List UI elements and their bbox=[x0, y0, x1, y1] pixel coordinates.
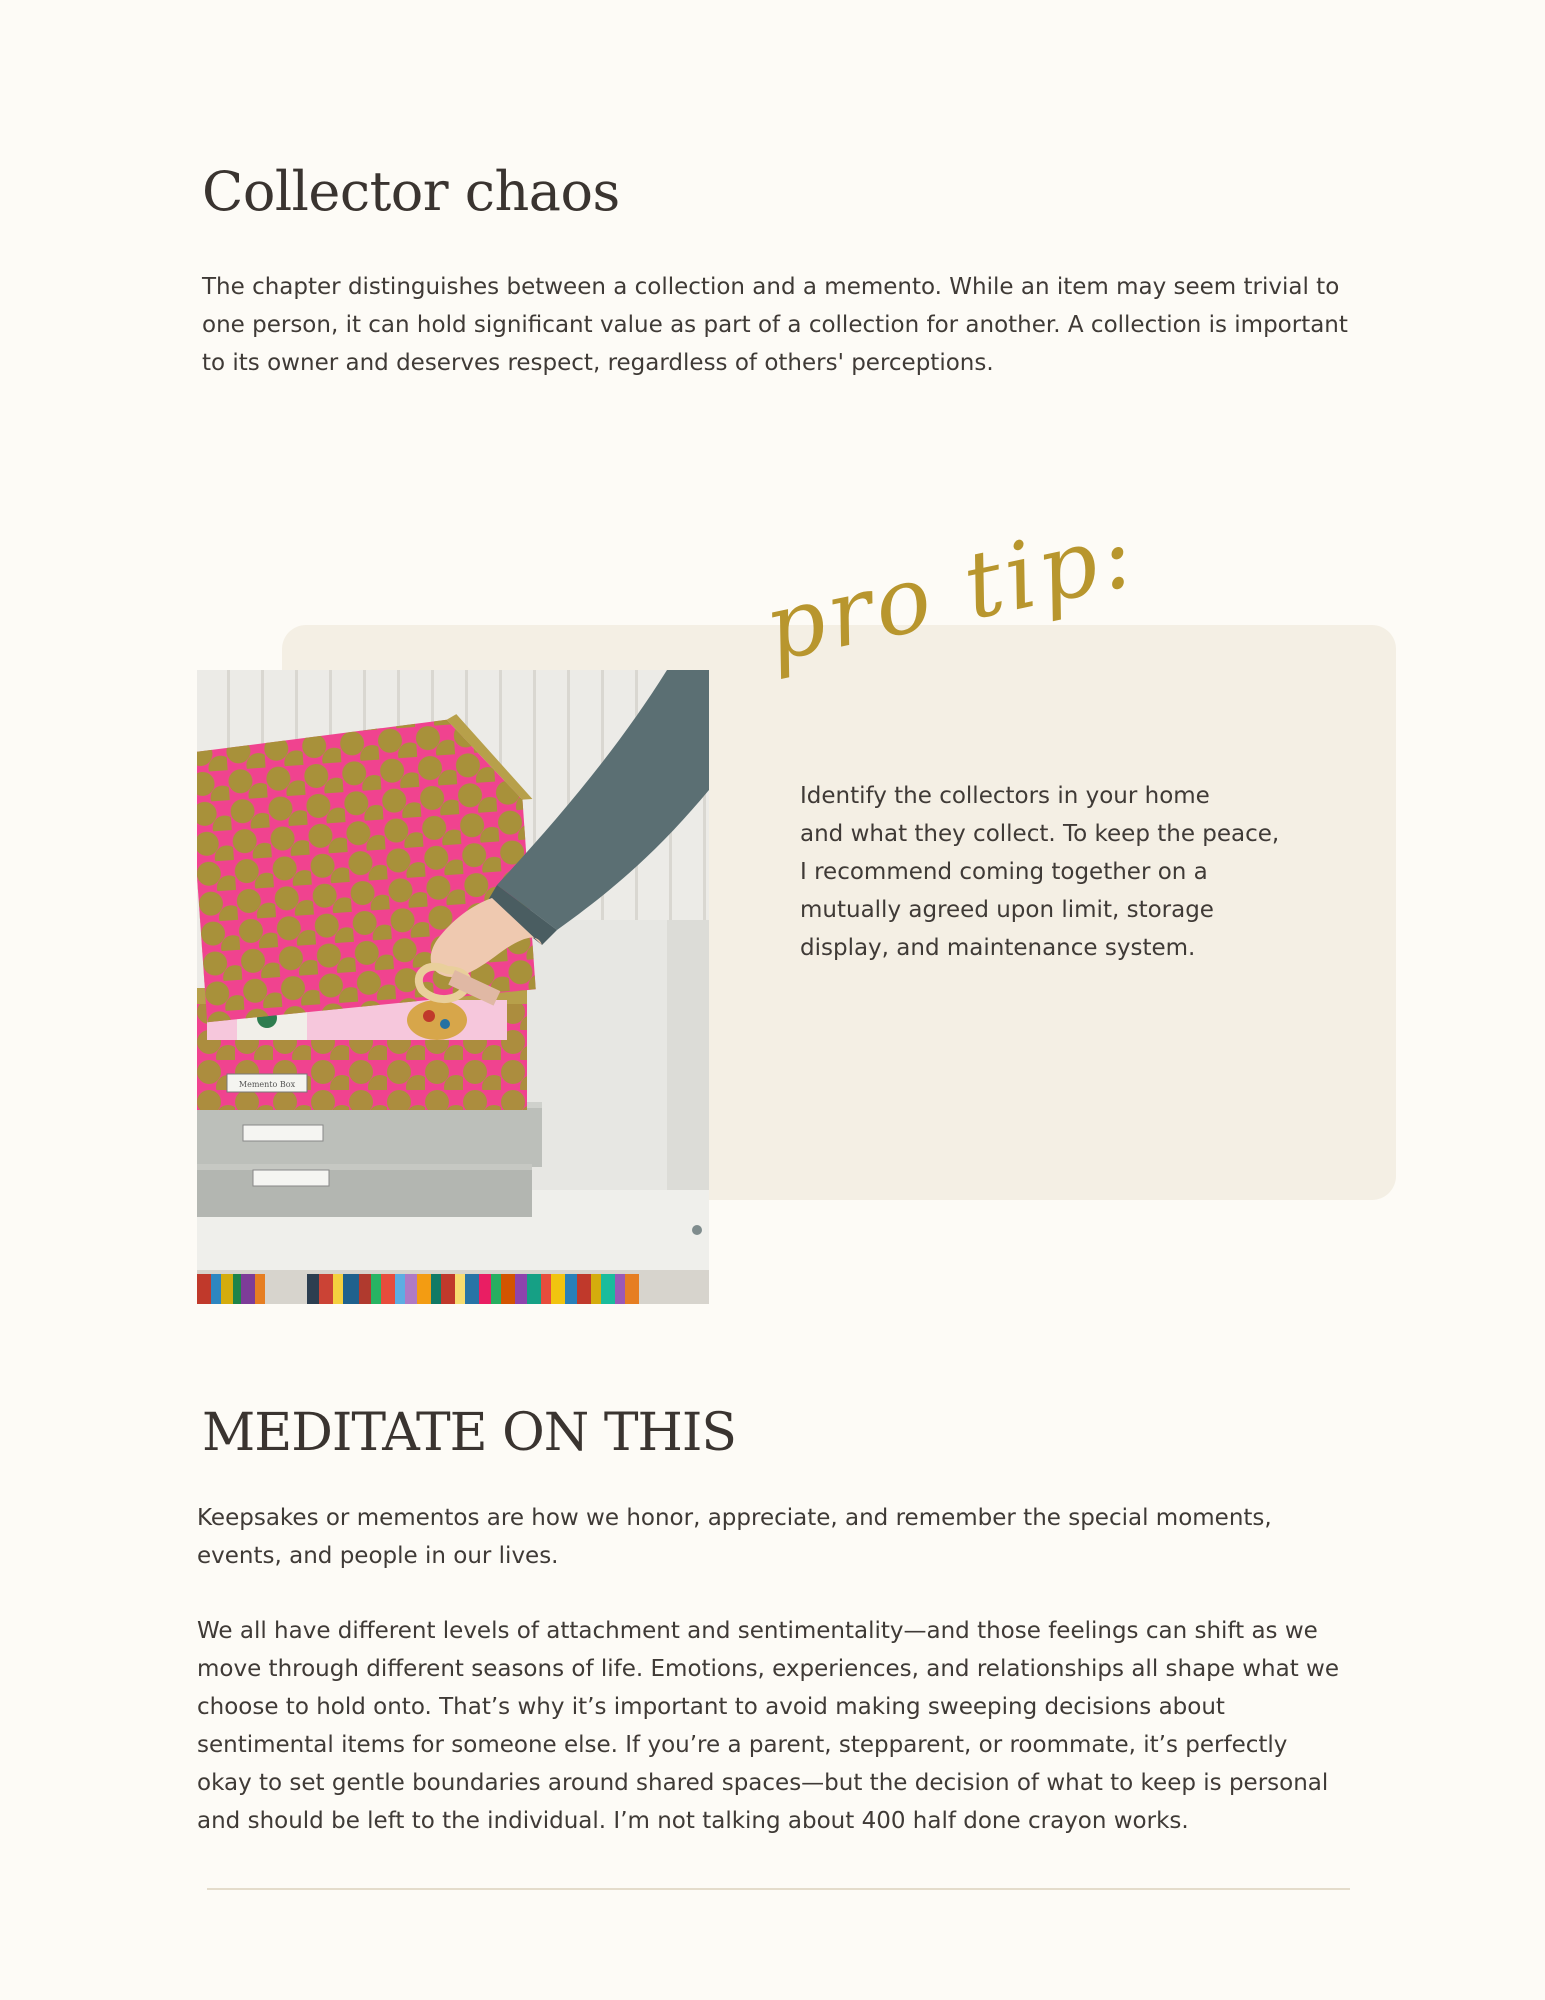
footer-divider bbox=[207, 1888, 1350, 1890]
meditate-paragraph-2: We all have different levels of attachment and sentimentality—and those feelings can shift as we move through different seasons of life. Emotions, experiences, and relationships all shape what we choose to hold onto. That’s why it’s important to avoid making sweeping decisions about sentimental items for someone else. If you’re a parent, stepparent, or roommate, it’s perfectly okay to set gentle boundaries around shared spaces—but the decision of what to keep is personal and should be left to the individual. I’m not talking about 400 half done crayon works. bbox=[197, 1618, 1340, 1834]
pro-tip-line: and what they collect. To keep the peace, bbox=[800, 821, 1280, 847]
pro-tip-text bbox=[800, 777, 1300, 967]
pro-tip-label-text: pro tip: bbox=[755, 499, 1146, 683]
box-label-text: Memento Box bbox=[238, 1080, 296, 1089]
section-title: Collector chaos bbox=[202, 160, 620, 223]
meditate-paragraph-1: Keepsakes or mementos are how we honor, appreciate, and remember the special moments, events, and people in our lives. bbox=[197, 1505, 1272, 1569]
meditate-title: MEDITATE ON THIS bbox=[202, 1403, 737, 1463]
books-row-icon bbox=[197, 1274, 639, 1304]
pro-tip-line: Identify the collectors in your home bbox=[800, 783, 1210, 809]
intro-paragraph: The chapter distinguishes between a collection and a memento. While an item may seem trivial to one person, it can hold significant value as part of a collection for another. A collection is important to its owner and deserves respect, regardless of others' perceptions. bbox=[202, 274, 1348, 376]
pro-tip-line: mutually agreed upon limit, storage bbox=[800, 897, 1214, 923]
pro-tip-line: display, and maintenance system. bbox=[800, 935, 1196, 961]
pro-tip-line: I recommend coming together on a bbox=[800, 859, 1208, 885]
photo-memento-box bbox=[197, 670, 709, 1304]
